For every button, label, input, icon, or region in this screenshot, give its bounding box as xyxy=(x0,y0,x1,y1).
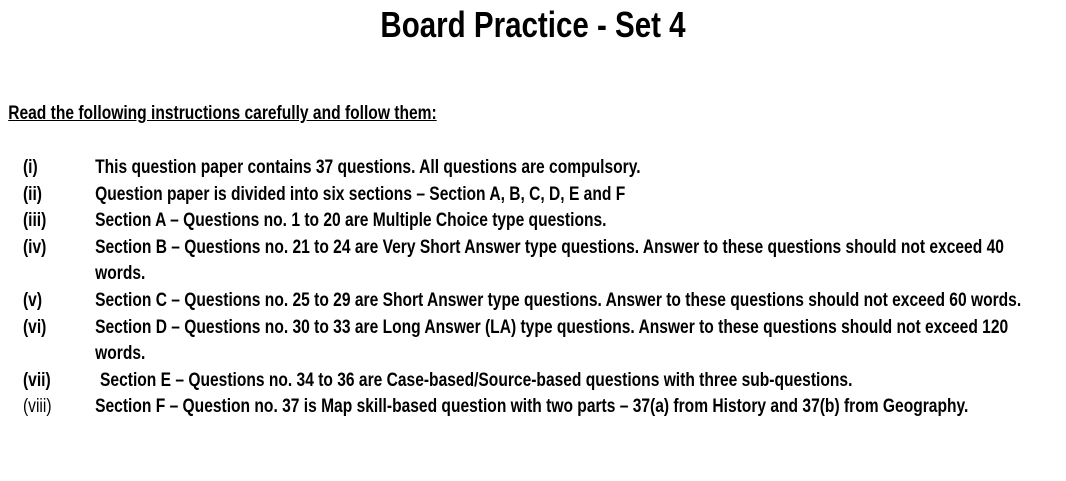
instructions-heading: Read the following instructions carefully and follow them: xyxy=(8,103,437,124)
instruction-text: Section D – Questions no. 30 to 33 are Long Answer (LA) type questions. Answer to these questions should not exceed 120 words. xyxy=(95,316,1009,365)
instruction-text: This question paper contains 37 questions. All questions are compulsory. xyxy=(95,157,641,178)
instruction-text: Section C – Questions no. 25 to 29 are Short Answer type questions. Answer to these questions should not exceed 60 words. xyxy=(95,289,1022,311)
instruction-text: Section B – Questions no. 21 to 24 are Very Short Answer type questions. Answer to these questions should not exceed 40 words. xyxy=(95,236,1004,285)
instruction-label: (iii) xyxy=(22,210,47,232)
instruction-label: (vi) xyxy=(22,316,47,338)
instruction-label: (viii) xyxy=(22,396,52,418)
instruction-text: Section F – Question no. 37 is Map skill-based question with two parts – 37(a) from History and 37(b) from Geography. xyxy=(95,396,969,418)
instruction-label: (ii) xyxy=(22,183,42,205)
instruction-item xyxy=(0,182,1066,209)
instruction-item xyxy=(0,315,1066,368)
page-title: Board Practice - Set 4 xyxy=(380,4,686,45)
instruction-label: (i) xyxy=(22,157,38,178)
instruction-label: (iv) xyxy=(22,236,47,258)
instruction-item xyxy=(0,394,1066,421)
instructions-list xyxy=(0,155,1066,421)
instruction-item xyxy=(0,155,1066,182)
instruction-label: (vii) xyxy=(22,369,51,391)
instruction-text: Question paper is divided into six sections – Section A, B, C, D, E and F xyxy=(95,183,626,205)
instruction-text: Section A – Questions no. 1 to 20 are Multiple Choice type questions. xyxy=(95,210,607,232)
instruction-item xyxy=(0,208,1066,235)
instruction-text: Section E – Questions no. 34 to 36 are Case-based/Source-based questions with three sub-questions. xyxy=(100,369,853,391)
instruction-item xyxy=(0,288,1066,315)
instruction-item xyxy=(0,235,1066,288)
document-content xyxy=(0,6,1066,421)
instruction-label: (v) xyxy=(22,289,43,311)
instruction-item xyxy=(0,368,1066,395)
